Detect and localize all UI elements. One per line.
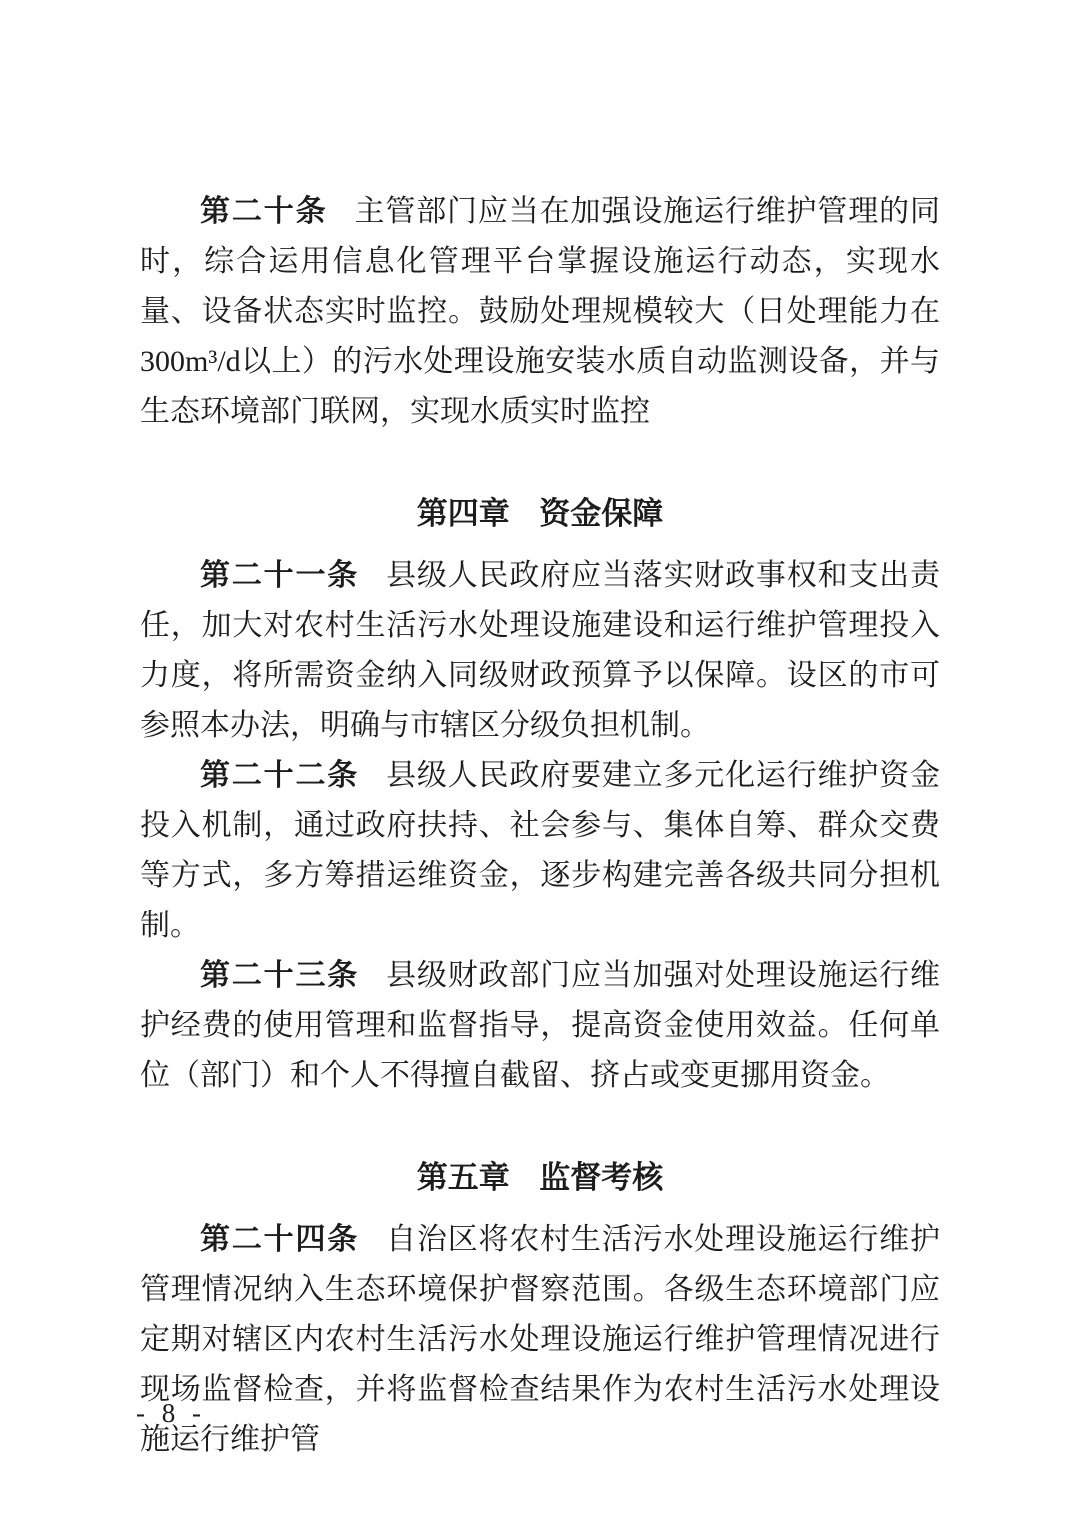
- chapter-5-title: 监督考核: [539, 1160, 664, 1195]
- article-24-text: 自治区将农村生活污水处理设施运行维护管理情况纳入生态环境保护督察范围。各级生态环境部门应定期对辖区内农村生活污水处理设施运行维护管理情况进行现场监督检查，并将监督检查结果作为农村生活污水处理设施运行维护管: [140, 1223, 941, 1456]
- article-24-label: 第二十四条: [200, 1223, 360, 1256]
- page-number: - 8 -: [136, 1398, 201, 1428]
- article-22-label: 第二十二条: [200, 759, 360, 792]
- article-21: [140, 551, 940, 751]
- chapter-5-heading: [140, 1153, 940, 1203]
- article-22: [140, 751, 940, 951]
- article-23: [140, 951, 940, 1101]
- article-24: [140, 1215, 940, 1465]
- chapter-4-title: 资金保障: [539, 496, 664, 531]
- article-22-text: 县级人民政府要建立多元化运行维护资金投入机制，通过政府扶持、社会参与、集体自筹、群众交费等方式，多方筹措运维资金，逐步构建完善各级共同分担机制。: [140, 759, 941, 942]
- document-body: [140, 187, 940, 1465]
- article-20-label: 第二十条: [200, 195, 328, 228]
- chapter-4-number: 第四章: [416, 496, 510, 531]
- article-23-text: 县级财政部门应当加强对处理设施运行维护经费的使用管理和监督指导，提高资金使用效益。任何单位（部门）和个人不得擅自截留、挤占或变更挪用资金。: [140, 959, 941, 1092]
- chapter-5-number: 第五章: [416, 1160, 510, 1195]
- article-21-text: 县级人民政府应当落实财政事权和支出责任，加大对农村生活污水处理设施建设和运行维护管理投入力度，将所需资金纳入同级财政预算予以保障。设区的市可参照本办法，明确与市辖区分级负担机制。: [140, 559, 941, 742]
- article-21-label: 第二十一条: [200, 559, 360, 592]
- article-20: [140, 187, 940, 437]
- article-20-text: 主管部门应当在加强设施运行维护管理的同时，综合运用信息化管理平台掌握设施运行动态，实现水量、设备状态实时监控。鼓励处理规模较大（日处理能力在300m³/d以上）的污水处理设施安装水质自动监测设备，并与生态环境部门联网，实现水质实时监控: [140, 195, 941, 428]
- chapter-4-heading: [140, 489, 940, 539]
- article-23-label: 第二十三条: [200, 959, 360, 992]
